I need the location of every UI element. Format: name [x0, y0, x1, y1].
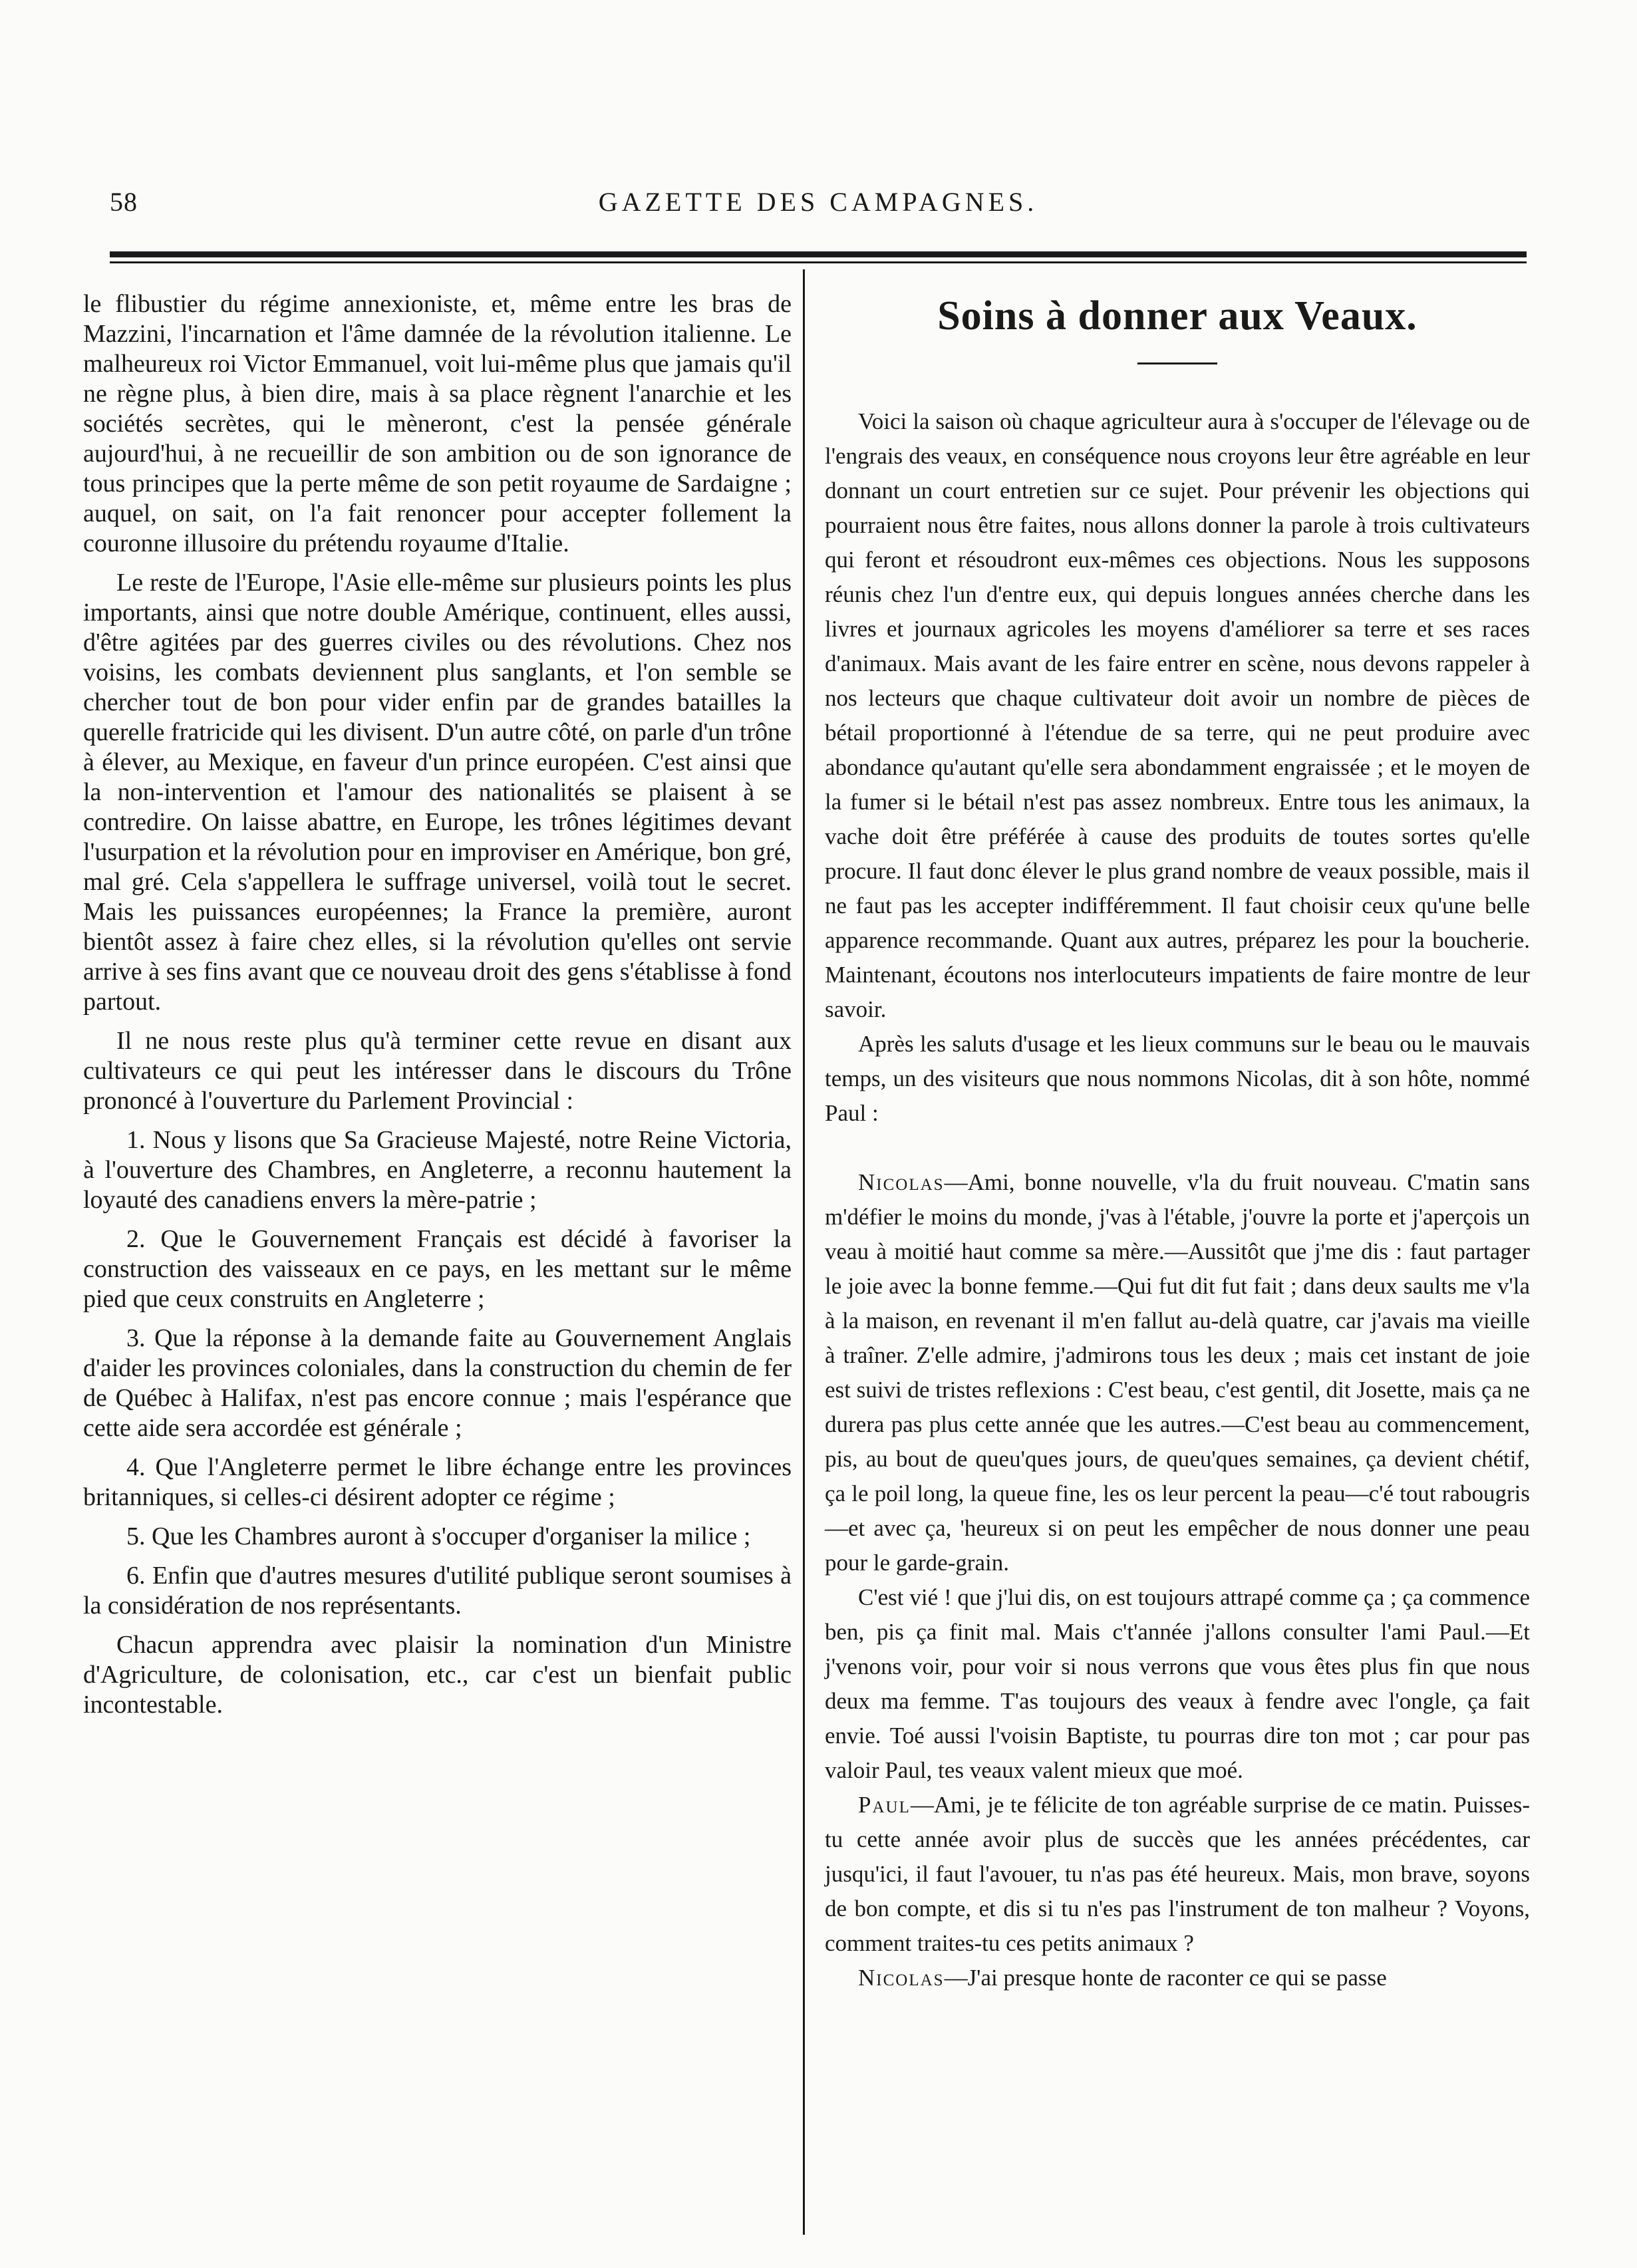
dialogue-nicolas — [825, 1961, 1530, 1995]
page-header — [110, 186, 1527, 233]
header-rule-thin — [110, 261, 1527, 263]
greeting-paragraph: Après les saluts d'usage et les lieux communs sur le beau ou le mauvais temps, un des visiteurs que nous nommons Nicolas, dit à son hôte, nommé Paul : — [825, 1031, 1530, 1126]
paragraph: le flibustier du régime annexioniste, et, même entre les bras de Mazzini, l'incarnation et l'âme damnée de la révolution italienne. Le malheureux roi Victor Emmanuel, voit lui-même plus que jamais qu'il ne règne plus, à bien dire, mais à sa place règnent l'anarchie et les sociétés secrètes, qui le mèneront, c'est la pensée générale aujourd'hui, à ne recueillir de son ambition ou de son ignorance de tous principes que la perte même de son petit royaume de Sardaigne ; auquel, on sait, on l'a fait renoncer pour accepter follement la couronne illusoire du prétendu royaume d'Italie. — [83, 290, 792, 557]
paragraph: Il ne nous reste plus qu'à terminer cette revue en disant aux cultivateurs ce qui peut les intéresser dans le discours du Trône prononcé à l'ouverture du Parlement Provincial : — [83, 1027, 792, 1115]
closing-paragraph: Chacun apprendra avec plaisir la nomination d'un Ministre d'Agriculture, de colonisation, etc., car c'est un bienfait public incontestable. — [83, 1631, 792, 1719]
list-item: 2. Que le Gouvernement Français est décidé à favoriser la construction des vaisseaux en ce pays, en les mettant sur le même pied que ceux construits en Angleterre ; — [83, 1225, 792, 1313]
left-column — [83, 289, 792, 1729]
dialogue-nicolas — [825, 1165, 1530, 1580]
speaker-name: Nicolas — [858, 1965, 945, 1991]
list-item: 4. Que l'Angleterre permet le libre échange entre les provinces britanniques, si celles-ci désirent adopter ce régime ; — [83, 1453, 792, 1511]
dialogue-paul — [825, 1788, 1530, 1961]
dialogue-text: —Ami, je te félicite de ton agréable surprise de ce matin. Puisses-tu cette année avoir plus de succès que les années précédentes, car jusqu'ici, il faut l'avouer, tu n'as pas été heureux. Mais, mon brave, soyons de bon compte, et dis si tu n'es pas l'instrument de ton malheur ? Voyons, comment traites-tu ces petits animaux ? — [825, 1792, 1530, 1956]
column-divider — [803, 269, 805, 2235]
intro-paragraph: Voici la saison où chaque agriculteur aura à s'occuper de l'élevage ou de l'engrais des veaux, en conséquence nous croyons leur être agréable en leur donnant un court entretien sur ce sujet. Pour prévenir les objections qui pourraient nous être faites, nous allons donner la parole à trois cultivateurs qui feront et résoudront eux-mêmes ces objections. Nous les supposons réunis chez l'un d'entre eux, qui depuis longues années cherche dans les livres et journaux agricoles les moyens d'améliorer sa terre et ses races d'animaux. Mais avant de les faire entrer en scène, nous devons rappeler à nos lecteurs que chaque cultivateur doit avoir un nombre de pièces de bétail proportionné à l'étendue de sa terre, qui ne peut produire avec abondance qu'autant qu'elle sera abondamment engraissée ; et le moyen de la fumer si le bétail n'est pas assez nombreux. Entre tous les animaux, la vache doit être préférée à cause des produits de toutes sortes qu'elle procure. Il faut donc élever le plus grand nombre de veaux possible, mais il ne faut pas les accepter indifféremment. Il faut choisir ceux qu'une belle apparence recommande. Quant aux autres, préparez les pour la boucherie. Maintenant, écoutons nos interlocuteurs impatients de faire montre de leur savoir. — [825, 408, 1530, 1022]
list-item: 3. Que la réponse à la demande faite au Gouvernement Anglais d'aider les provinces coloniales, dans la construction du chemin de fer de Québec à Halifax, n'est pas encore connue ; mais l'espérance que cette aide sera accordée est générale ; — [83, 1324, 792, 1442]
list-item: 5. Que les Chambres auront à s'occuper d'organiser la milice ; — [126, 1522, 751, 1550]
journal-title: GAZETTE DES CAMPAGNES. — [598, 187, 1038, 217]
dialogue-text: —J'ai presque honte de raconter ce qui se passe — [944, 1965, 1387, 1991]
right-column — [825, 289, 1530, 1995]
header-rule-thick — [110, 251, 1527, 257]
dialogue-nicolas-continued: C'est vié ! que j'lui dis, on est toujours attrapé comme ça ; ça commence ben, pis ça finit mal. Mais c't'année j'allons consulter l'ami Paul.—Et j'venons voir, pour voir si nous verrons que vous êtes plus fin que nous deux ma femme. T'as toujours des veaux à fendre avec l'ongle, ça fait envie. Toé aussi l'voisin Baptiste, tu pourras dire ton mot ; car pour pas valoir Paul, tes veaux valent mieux que moé. — [825, 1584, 1530, 1783]
speaker-name: Paul — [858, 1792, 911, 1818]
list-item: 6. Enfin que d'autres mesures d'utilité publique seront soumises à la considération de nos représentants. — [83, 1562, 792, 1620]
speaker-name: Nicolas — [858, 1169, 945, 1195]
page-number: 58 — [110, 187, 138, 217]
article-title: Soins à donner aux Veaux. — [937, 293, 1417, 339]
title-rule — [1137, 362, 1217, 364]
list-item: 1. Nous y lisons que Sa Gracieuse Majesté, notre Reine Victoria, à l'ouverture des Chambres, en Angleterre, a reconnu hautement la loyauté des canadiens envers la mère-patrie ; — [83, 1126, 792, 1214]
paragraph: Le reste de l'Europe, l'Asie elle-même sur plusieurs points les plus importants, ainsi que notre double Amérique, continuent, elles aussi, d'être agitées par des guerres civiles ou des révolutions. Chez nos voisins, les combats deviennent plus sanglants, et l'on semble se chercher tout de bon pour vider enfin par de grandes batailles la querelle fratricide qui les divisent. D'un autre côté, on parle d'un trône à élever, au Mexique, en faveur d'un prince européen. C'est ainsi que la non-intervention et l'amour des nationalités se plaisent à se contredire. On laisse abattre, en Europe, les trônes légitimes devant l'usurpation et la révolution pour en improviser en Amérique, bon gré, mal gré. Cela s'appellera le suffrage universel, voilà tout le secret. Mais les puissances européennes; la France la première, auront bientôt assez à faire chez elles, si la révolution qu'elles ont servie arrive à ses fins avant que ce nouveau droit des gens s'établisse à fond partout. — [83, 569, 792, 1016]
dialogue-text: —Ami, bonne nouvelle, v'la du fruit nouveau. C'matin sans m'défier le moins du monde, j'vas à l'étable, j'ouvre la porte et j'aperçois un veau à moitié haut comme sa mère.—Aussitôt que j'me dis : faut partager le joie avec la bonne femme.—Qui fut dit fut fait ; dans deux saults me v'la à la maison, en revenant il m'en fallut au-delà quatre, car j'avais ma vieille à traîner. Z'elle admire, j'admirons tous les deux ; mais cet instant de joie est suivi de tristes reflexions : C'est beau, c'est gentil, dit Josette, mais ça ne durera pas plus cette année que les autres.—C'est beau au commencement, pis, au bout de queu'ques jours, de queu'ques semaines, ça devient chétif, ça le poil long, la queue fine, les os leur percent la peau—c'é tout rabougris—et avec ça, 'heureux si on peut les empêcher de nous donner une peau pour le garde-grain. — [825, 1169, 1530, 1576]
